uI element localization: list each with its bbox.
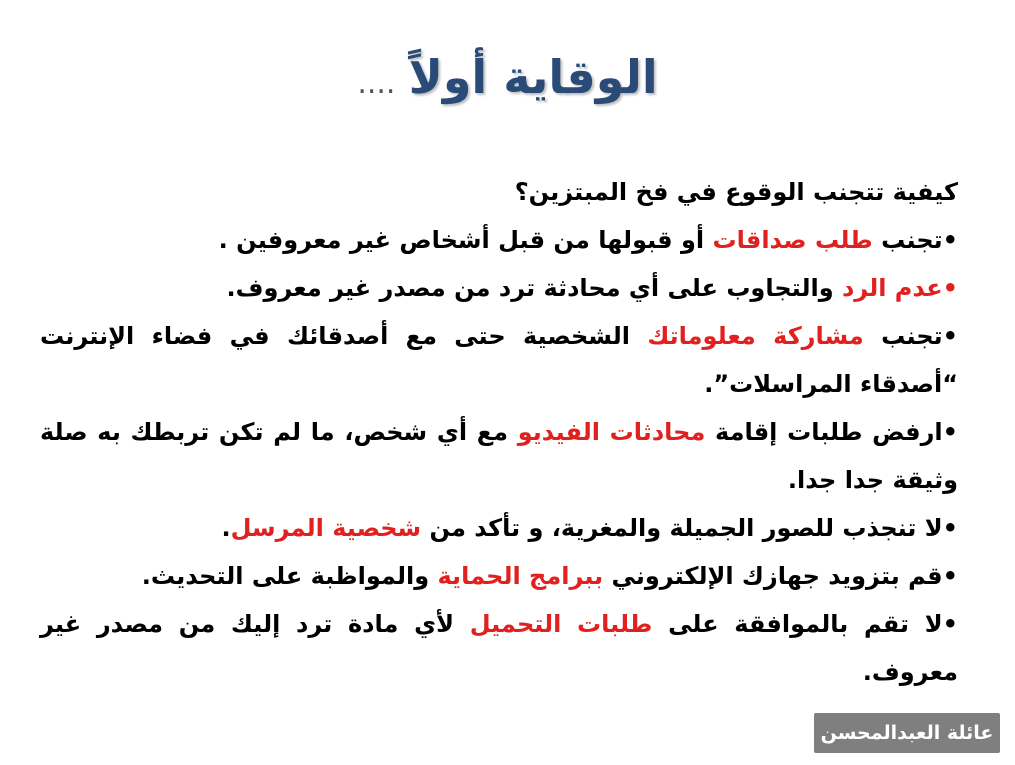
slide-content [40, 168, 958, 696]
title-dots: .... [357, 66, 396, 101]
bullet: • [942, 274, 958, 302]
family-badge: عائلة العبدالمحسن [814, 713, 1000, 753]
item-text: لا تنجذب للصور الجميلة والمغرية، و تأكد من [421, 514, 943, 542]
item-text: والمواظبة على التحديث. [141, 562, 438, 590]
item-highlight: ببرامج الحماية [437, 562, 604, 590]
item-text: مع أي شخص، ما لم تكن تربطك به صلة وثيقة جدا جدا. [40, 418, 958, 494]
item-text: الشخصية حتى مع أصدقائك في فضاء الإنترنت “أصدقاء المراسلات”. [40, 322, 958, 398]
list-item [40, 408, 958, 504]
list-item [40, 552, 958, 600]
bullet: • [942, 322, 958, 350]
list-item [40, 264, 958, 312]
item-text: تجنب [872, 226, 943, 254]
item-text: والتجاوب على أي محادثة ترد من مصدر غير معروف. [226, 274, 842, 302]
item-highlight: طلبات التحميل [469, 610, 653, 638]
slide-title: الوقاية أولاً [408, 50, 658, 104]
list-item [40, 504, 958, 552]
item-text: أو قبولها من قبل أشخاص غير معروفين . [218, 226, 713, 254]
item-highlight: عدم الرد [841, 274, 943, 302]
item-highlight: شخصية المرسل [230, 514, 422, 542]
item-text: لا تقم بالموافقة على [652, 610, 943, 638]
item-text: تجنب [863, 322, 943, 350]
bullet: • [942, 610, 959, 638]
list-item [40, 312, 958, 408]
list-item [40, 600, 958, 696]
bullet: • [942, 226, 958, 254]
item-text: قم بتزويد جهازك الإلكتروني [603, 562, 943, 590]
slide-title-row [0, 50, 1015, 104]
item-highlight: مشاركة معلوماتك [647, 322, 864, 350]
list-item [40, 216, 958, 264]
bullet: • [942, 418, 958, 446]
item-text: لأي مادة ترد إليك من مصدر غير معروف. [40, 610, 958, 686]
item-text: . [221, 514, 231, 542]
bullet: • [942, 562, 958, 590]
bullet: • [942, 514, 958, 542]
question-line: كيفية تتجنب الوقوع في فخ المبتزين؟ [514, 178, 958, 206]
item-highlight: محادثات الفيديو [517, 418, 706, 446]
item-text: ارفض طلبات إقامة [705, 418, 943, 446]
item-highlight: طلب صداقات [712, 226, 873, 254]
